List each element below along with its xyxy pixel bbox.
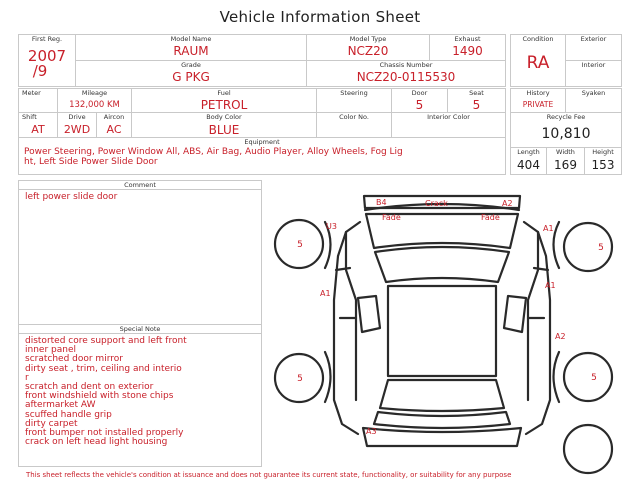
grade-label: Grade <box>181 61 201 69</box>
spare-tyre-icon <box>564 425 612 473</box>
history-value: PRIVATE <box>522 100 554 109</box>
special-note-line: scratch and dent on exterior <box>25 382 154 393</box>
body-color-value: BLUE <box>208 123 240 137</box>
grade-value: G PKG <box>172 70 210 84</box>
door-value: 5 <box>415 98 424 112</box>
equipment-label: Equipment <box>244 138 280 146</box>
left-rear-fender-arc <box>325 352 331 402</box>
model-type-value: NCZ20 <box>347 44 389 58</box>
rear-window-outline <box>380 380 504 411</box>
aircon-label: Aircon <box>103 113 125 121</box>
chassis-label: Chassis Number <box>379 61 433 69</box>
mark-fade-left: Fade <box>382 213 401 222</box>
tyre-rear-right-value: 5 <box>591 373 597 383</box>
drive-label: Drive <box>68 113 86 121</box>
right-front-fender-arc <box>554 222 560 268</box>
right-rear-fender-arc <box>554 352 560 402</box>
equipment-line-2: ht, Left Side Power Slide Door <box>24 157 158 167</box>
condition-label: Condition <box>522 35 554 43</box>
color-no-label: Color No. <box>339 113 369 121</box>
exterior-label: Exterior <box>580 35 607 43</box>
right-door-line <box>528 232 538 400</box>
special-note-line: front bumper not installed properly <box>25 428 184 439</box>
mark-a2-top: A2 <box>502 199 513 208</box>
mark-crack: Crack <box>425 199 448 208</box>
seat-label: Seat <box>469 89 484 97</box>
make-label: Model Name <box>170 35 212 43</box>
exhaust-label: Exhaust <box>454 35 481 43</box>
make-value: RAUM <box>173 44 209 58</box>
height-label: Height <box>592 148 614 156</box>
seat-value: 5 <box>472 98 481 112</box>
aircon-value: AC <box>106 123 122 136</box>
history-label: History <box>526 89 550 97</box>
mark-u3: U3 <box>326 222 337 231</box>
mileage-label: Mileage <box>81 89 108 97</box>
width-label: Width <box>556 148 575 156</box>
model-type-label: Model Type <box>349 35 387 43</box>
special-note-line: distorted core support and left front <box>25 336 187 346</box>
tyre-front-right-icon <box>564 223 612 271</box>
special-note-line: crack on left head light housing <box>25 437 168 448</box>
tyre-front-left-value: 5 <box>297 240 303 250</box>
tyre-rear-left-value: 5 <box>297 374 303 384</box>
mark-a1-left: A1 <box>320 289 331 298</box>
body-color-label: Body Color <box>206 113 242 121</box>
tailgate-outline <box>374 412 510 428</box>
mark-a3: A3 <box>366 427 377 436</box>
mark-fade-right: Fade <box>481 213 500 222</box>
interior-color-label: Interior Color <box>427 113 470 121</box>
steering-label: Steering <box>340 89 368 97</box>
tyre-rear-right-icon <box>564 353 612 401</box>
right-front-seat-shape <box>504 296 526 332</box>
right-mirror-line <box>534 268 548 270</box>
length-value: 404 <box>517 158 540 172</box>
recycle-fee-label: Recycle Fee <box>546 113 586 121</box>
first-reg-label: First Reg. <box>31 35 63 43</box>
interior-label: Interior <box>581 61 606 69</box>
rear-bumper-outline <box>363 428 521 446</box>
equipment-line-1: Power Steering, Power Window All, ABS, Air Bag, Audio Player, Alloy Wheels, Fog Lig <box>24 147 403 157</box>
drive-value: 2WD <box>63 123 91 136</box>
special-note-line: aftermarket AW <box>25 400 96 411</box>
mark-a1-right-top: A1 <box>543 224 554 233</box>
comment-text: left power slide door <box>25 192 118 202</box>
special-note-line: scuffed handle grip <box>25 409 112 420</box>
height-value: 153 <box>591 158 615 172</box>
special-note-line: scratched door mirror <box>25 354 123 365</box>
length-label: Length <box>517 148 540 156</box>
shift-value: AT <box>31 123 45 136</box>
fuel-label: Fuel <box>217 89 231 97</box>
syaken-label: Syaken <box>581 89 606 97</box>
left-mirror-line <box>336 268 350 270</box>
meter-label: Meter <box>22 89 41 97</box>
mark-a1-right-mid: A1 <box>545 281 556 290</box>
special-note-line: r <box>25 372 29 383</box>
shift-label: Shift <box>22 113 37 121</box>
comment-label: Comment <box>19 181 261 190</box>
sheet-title: Vehicle Information Sheet <box>219 8 421 26</box>
special-note-line: dirty seat , trim, ceiling and interio <box>25 363 182 374</box>
exhaust-value: 1490 <box>452 44 483 58</box>
special-note-line: dirty carpet <box>25 418 78 429</box>
chassis-value: NCZ20-0115530 <box>356 70 456 84</box>
special-note-line: inner panel <box>25 345 76 356</box>
condition-value: RA <box>526 53 550 73</box>
disclaimer-footer: This sheet reflects the vehicle's condition at issuance and does not guarantee its current state, functionality, or suitability for any purpose <box>26 471 512 479</box>
left-front-seat-shape <box>358 296 380 332</box>
left-door-line <box>346 232 356 400</box>
mark-b4: B4 <box>376 198 387 207</box>
fuel-value: PETROL <box>200 98 248 112</box>
recycle-fee-value: 10,810 <box>541 126 591 142</box>
special-note-label: Special Note <box>19 325 261 334</box>
tyre-front-right-value: 5 <box>598 243 604 253</box>
mileage-value: 132,000 KM <box>69 100 120 110</box>
width-value: 169 <box>554 158 577 172</box>
first-reg-month: /9 <box>32 62 48 80</box>
roof-outline <box>388 286 496 376</box>
door-label: Door <box>411 89 428 97</box>
first-reg-year: 2007 <box>27 47 67 65</box>
special-note-line: front windshield with stone chips <box>25 391 174 402</box>
mark-a2-right: A2 <box>555 332 566 341</box>
windshield-outline <box>375 247 509 282</box>
